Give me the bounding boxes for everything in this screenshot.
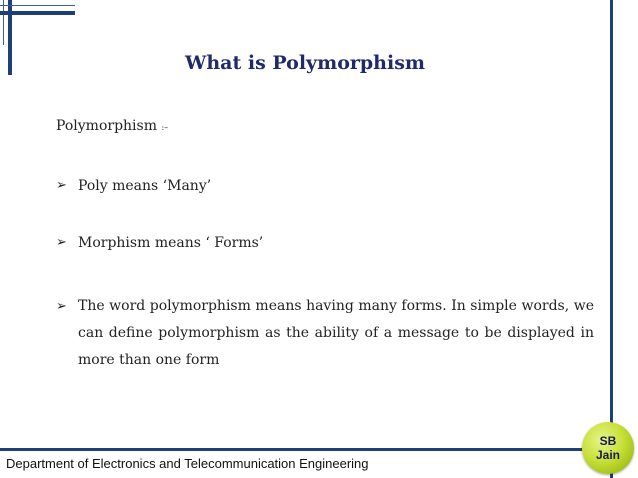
- arrow-bullet-icon: ➢: [56, 178, 67, 193]
- badge-line-2: Jain: [595, 448, 620, 462]
- bullet-text: Morphism means ‘ Forms’: [78, 235, 264, 251]
- arrow-bullet-icon: ➢: [56, 299, 67, 314]
- heading-suffix: :–: [161, 123, 169, 132]
- slide-content: [56, 118, 594, 368]
- frame-line-top-horizontal: [0, 11, 75, 15]
- bullet-text: The word polymorphism means having many forms. In simple words, we can define polymorphism as the ability of a message to be displayed in more than one form: [78, 298, 594, 368]
- slide-title: What is Polymorphism: [185, 52, 425, 74]
- frame-line-right: [610, 0, 613, 478]
- heading-line: [56, 118, 576, 142]
- sb-jain-logo-badge: [582, 422, 634, 474]
- bullet-item: [56, 293, 594, 374]
- frame-line-bottom: [0, 448, 612, 451]
- bullet-text: Poly means ‘Many’: [78, 178, 212, 194]
- frame-line-left-vertical-thin: [3, 0, 4, 45]
- badge-line-1: SB: [599, 434, 617, 448]
- bullet-item: [56, 235, 598, 251]
- frame-line-top-horizontal-thin: [0, 5, 75, 6]
- arrow-bullet-icon: ➢: [56, 235, 67, 250]
- bullet-item: [56, 178, 598, 194]
- footer-department: Department of Electronics and Telecommunication Engineering: [6, 456, 369, 471]
- heading-label: Polymorphism: [56, 118, 157, 134]
